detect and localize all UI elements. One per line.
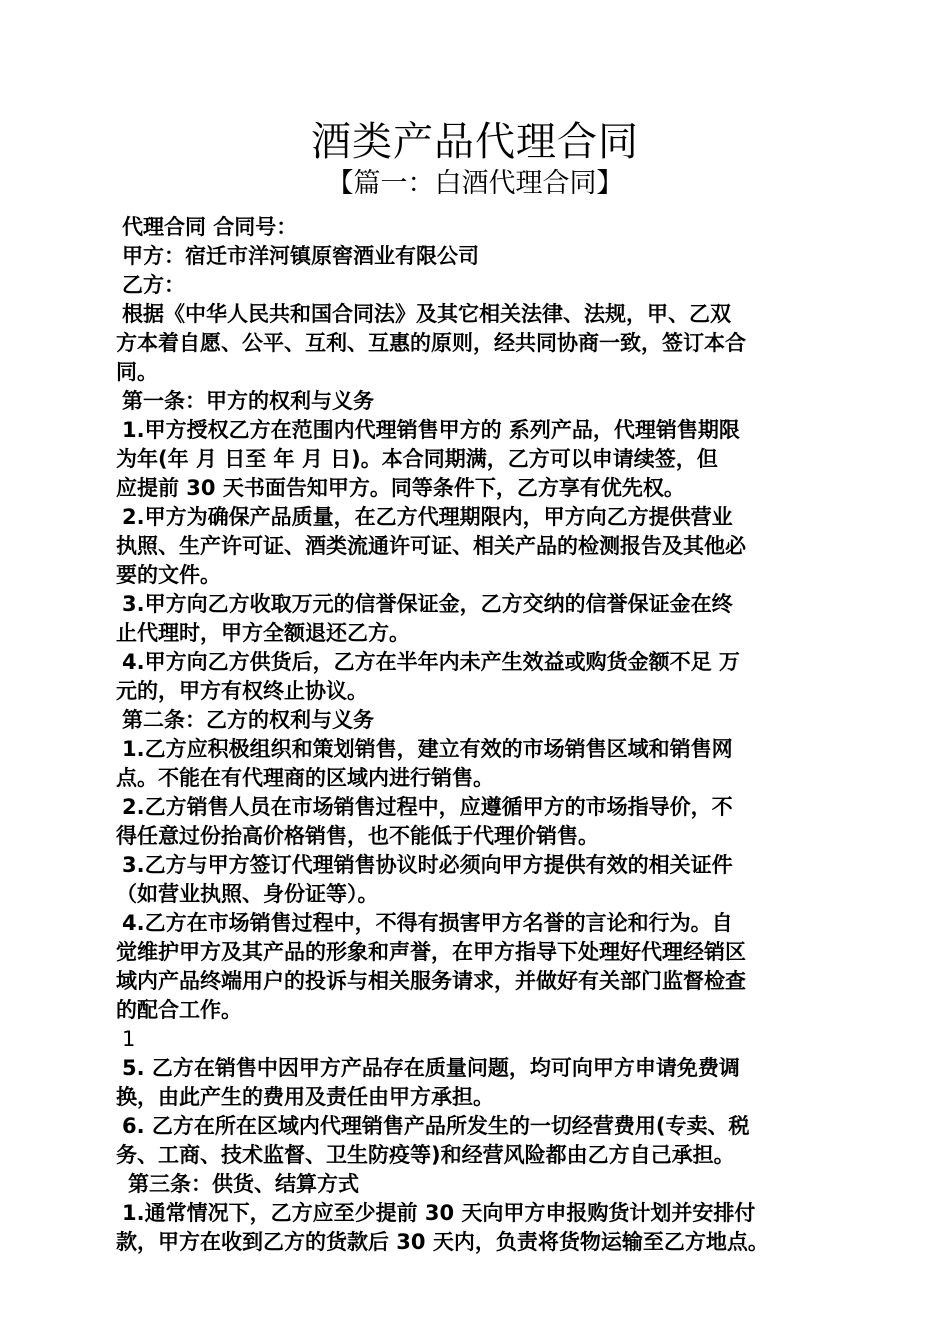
article-2-clause-1: 点。不能在有代理商的区域内进行销售。 — [116, 766, 494, 790]
document-title: 酒类产品代理合同 — [311, 119, 639, 165]
page-number: 1 — [122, 1027, 136, 1051]
article-2-clause-6: 6. 乙方在所在区域内代理销售产品所发生的一切经营费用(专卖、税 — [122, 1114, 750, 1138]
party-a-line: 甲方：宿迁市洋河镇原窖酒业有限公司 — [122, 244, 479, 268]
article-1-clause-1: 应提前 30 天书面告知甲方。同等条件下，乙方享有优先权。 — [116, 476, 685, 500]
article-2-clause-5: 换，由此产生的费用及责任由甲方承担。 — [116, 1085, 494, 1109]
article-2-clause-2: 得任意过份抬高价格销售，也不能低于代理价销售。 — [116, 824, 599, 848]
article-2-heading: 第二条：乙方的权利与义务 — [122, 708, 374, 732]
document-subtitle: 【篇一：白酒代理合同】 — [326, 168, 624, 199]
article-2-clause-3: 3.乙方与甲方签订代理销售协议时必须向甲方提供有效的相关证件 — [122, 853, 733, 877]
article-1-clause-3: 3.甲方向乙方收取万元的信誉保证金，乙方交纳的信誉保证金在终 — [122, 592, 733, 616]
article-1-heading: 第一条：甲方的权利与义务 — [122, 389, 374, 413]
article-2-clause-4: 觉维护甲方及其产品的形象和声誉，在甲方指导下处理好代理经销区 — [116, 940, 746, 964]
article-2-clause-5: 5. 乙方在销售中因甲方产品存在质量问题，均可向甲方申请免费调 — [122, 1056, 740, 1080]
preamble-line: 同。 — [116, 360, 158, 384]
article-3-clause-1: 款，甲方在收到乙方的货款后 30 天内，负责将货物运输至乙方地点。 — [116, 1230, 769, 1254]
article-2-clause-3: （如营业执照、身份证等）。 — [116, 882, 379, 906]
article-1-clause-4: 4.甲方向乙方供货后，乙方在半年内未产生效益或购货金额不足 万 — [122, 650, 740, 674]
article-3-heading: 第三条：供货、结算方式 — [128, 1172, 359, 1196]
article-1-clause-3: 止代理时，甲方全额退还乙方。 — [116, 621, 410, 645]
article-1-clause-4: 元的，甲方有权终止协议。 — [116, 679, 368, 703]
article-2-clause-4: 4.乙方在市场销售过程中，不得有损害甲方名誉的言论和行为。自 — [122, 911, 733, 935]
article-1-clause-2: 要的文件。 — [116, 563, 221, 587]
preamble-line: 方本着自愿、公平、互利、互惠的原则，经共同协商一致，签订本合 — [116, 331, 746, 355]
article-1-clause-1: 为年(年 月 日至 年 月 日)。本合同期满，乙方可以申请续签，但 — [116, 447, 718, 471]
article-1-clause-2: 执照、生产许可证、酒类流通许可证、相关产品的检测报告及其他必 — [116, 534, 746, 558]
article-2-clause-1: 1.乙方应积极组织和策划销售，建立有效的市场销售区域和销售网 — [122, 737, 733, 761]
article-2-clause-4: 的配合工作。 — [116, 998, 242, 1022]
party-b-line: 乙方： — [122, 273, 185, 297]
article-3-clause-1: 1.通常情况下，乙方应至少提前 30 天向甲方申报购货计划并安排付 — [122, 1201, 756, 1225]
article-1-clause-2: 2.甲方为确保产品质量，在乙方代理期限内，甲方向乙方提供营业 — [122, 505, 733, 529]
article-2-clause-4: 域内产品终端用户的投诉与相关服务请求，并做好有关部门监督检查 — [116, 969, 746, 993]
article-1-clause-1: 1.甲方授权乙方在范围内代理销售甲方的 系列产品，代理销售期限 — [122, 418, 740, 442]
document-body — [116, 213, 838, 1257]
article-2-clause-6: 务、工商、技术监督、卫生防疫等)和经营风险都由乙方自己承担。 — [116, 1143, 735, 1167]
article-2-clause-2: 2.乙方销售人员在市场销售过程中，应遵循甲方的市场指导价，不 — [122, 795, 733, 819]
preamble-line: 根据《中华人民共和国合同法》及其它相关法律、法规，甲、乙双 — [122, 302, 731, 326]
contract-number-line: 代理合同 合同号： — [122, 215, 298, 239]
